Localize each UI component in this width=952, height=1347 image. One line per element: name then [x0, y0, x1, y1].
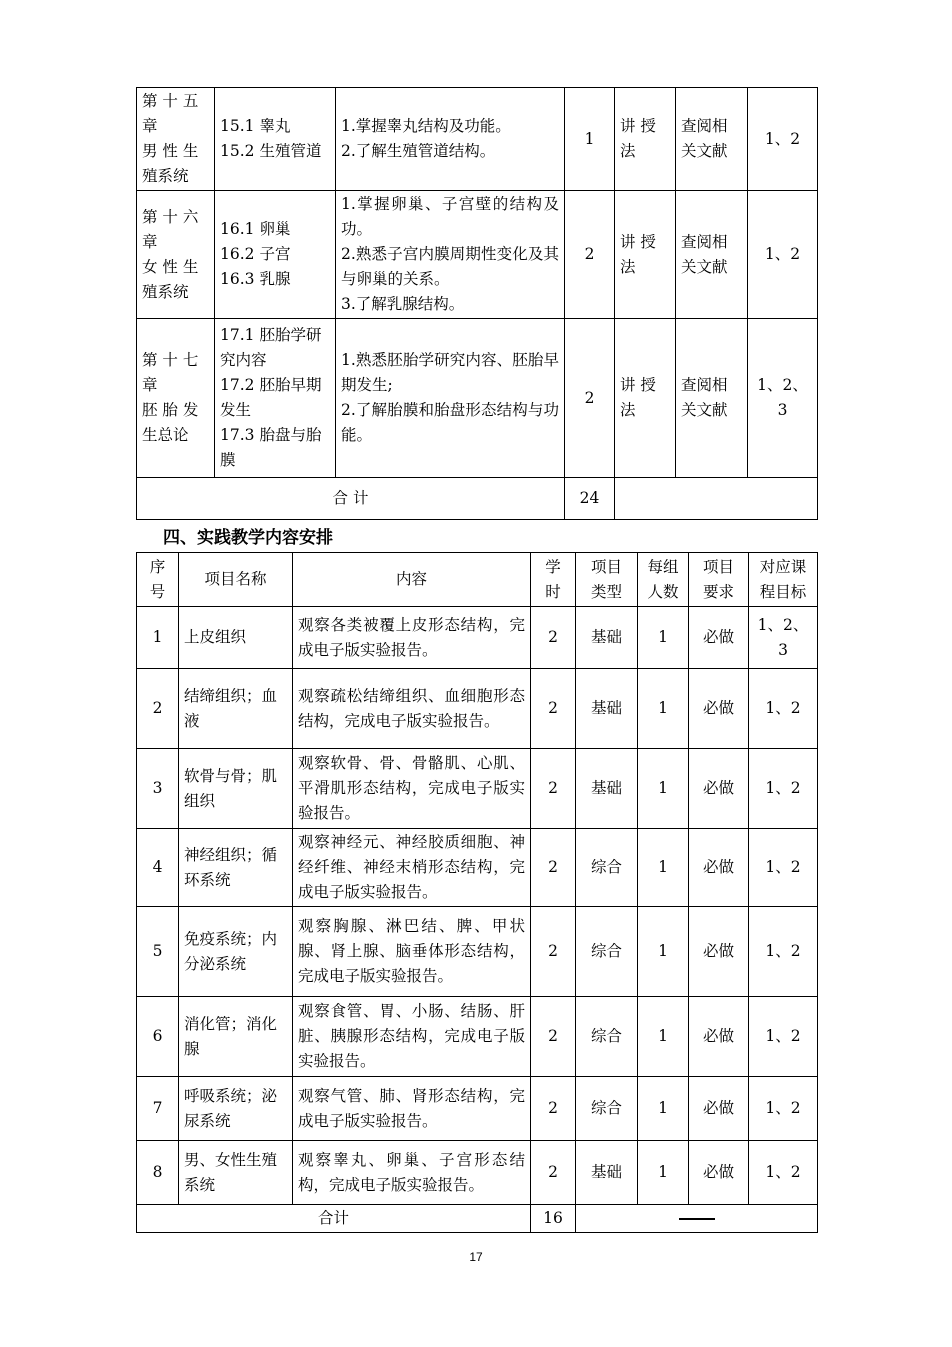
hours-cell: 2: [531, 997, 576, 1077]
total-label: 合 计: [137, 478, 565, 520]
total-dash: [576, 1205, 818, 1233]
hours-cell: 2: [531, 1077, 576, 1141]
header-row: [137, 553, 818, 607]
assignment-cell: 查阅相 关文献: [676, 191, 748, 319]
objective-cell: 1、2: [749, 1077, 818, 1141]
table-row: [137, 669, 818, 749]
hours-cell: 2: [531, 607, 576, 669]
method-cell: 讲 授 法: [615, 191, 676, 319]
table-row: [137, 829, 818, 907]
table-row: [137, 1141, 818, 1205]
objective-cell: 1、2: [749, 749, 818, 829]
header-name: 项目名称: [179, 553, 293, 607]
assignment-cell: 查阅相 关文献: [676, 88, 748, 191]
table-row: [137, 319, 818, 478]
content-cell: 观察神经元、神经胶质细胞、神经纤维、神经末梢形态结构，完成电子版实验报告。: [293, 829, 531, 907]
total-label: 合计: [137, 1205, 531, 1233]
header-requirement: 项目 要求: [689, 553, 749, 607]
page-number: 17: [469, 1250, 483, 1264]
no-cell: 3: [137, 749, 179, 829]
chapter-cell: 第 十 七 章 胚 胎 发 生总论: [137, 319, 215, 478]
hours-cell: 2: [531, 749, 576, 829]
chapter-cell: 第 十 五 章 男 性 生 殖系统: [137, 88, 215, 191]
no-cell: 2: [137, 669, 179, 749]
table-row: [137, 607, 818, 669]
header-hours: 学 时: [531, 553, 576, 607]
requirement-cell: 必做: [689, 997, 749, 1077]
total-row: [137, 478, 818, 520]
hours-cell: 2: [531, 907, 576, 997]
table-row: [137, 191, 818, 319]
method-cell: 讲 授 法: [615, 88, 676, 191]
table-row: [137, 907, 818, 997]
chapter-cell: 第 十 六 章 女 性 生 殖系统: [137, 191, 215, 319]
method-cell: 讲 授 法: [615, 319, 676, 478]
practice-table: [136, 552, 818, 1233]
name-cell: 结缔组织；血液: [179, 669, 293, 749]
no-cell: 5: [137, 907, 179, 997]
name-cell: 神经组织；循环系统: [179, 829, 293, 907]
requirement-cell: 必做: [689, 669, 749, 749]
name-cell: 上皮组织: [179, 607, 293, 669]
content-cell: 观察气管、肺、肾形态结构，完成电子版实验报告。: [293, 1077, 531, 1141]
dash-line: [679, 1218, 715, 1220]
theory-table: [136, 87, 818, 520]
table-row: [137, 749, 818, 829]
name-cell: 免疫系统；内分泌系统: [179, 907, 293, 997]
requirements-cell: 1.熟悉胚胎学研究内容、胚胎早期发生; 2.了解胎膜和胎盘形态结构与功能。: [336, 319, 565, 478]
hours-cell: 2: [565, 191, 615, 319]
objective-cell: 1、2: [749, 907, 818, 997]
objectives-cell: 1、2: [748, 88, 818, 191]
requirement-cell: 必做: [689, 829, 749, 907]
group-size-cell: 1: [638, 1141, 689, 1205]
requirement-cell: 必做: [689, 1077, 749, 1141]
section-heading: 四、实践教学内容安排: [163, 528, 333, 548]
name-cell: 软骨与骨；肌组织: [179, 749, 293, 829]
group-size-cell: 1: [638, 669, 689, 749]
name-cell: 呼吸系统；泌尿系统: [179, 1077, 293, 1141]
group-size-cell: 1: [638, 997, 689, 1077]
header-type: 项目 类型: [576, 553, 638, 607]
content-cell: 观察睾丸、卵巢、子宫形态结构，完成电子版实验报告。: [293, 1141, 531, 1205]
header-content: 内容: [293, 553, 531, 607]
content-cell: 观察疏松结缔组织、血细胞形态结构，完成电子版实验报告。: [293, 669, 531, 749]
group-size-cell: 1: [638, 607, 689, 669]
type-cell: 基础: [576, 1141, 638, 1205]
no-cell: 1: [137, 607, 179, 669]
name-cell: 男、女性生殖系统: [179, 1141, 293, 1205]
no-cell: 8: [137, 1141, 179, 1205]
hours-cell: 2: [531, 669, 576, 749]
objective-cell: 1、2、3: [749, 607, 818, 669]
hours-cell: 2: [565, 319, 615, 478]
group-size-cell: 1: [638, 1077, 689, 1141]
group-size-cell: 1: [638, 749, 689, 829]
requirement-cell: 必做: [689, 607, 749, 669]
type-cell: 综合: [576, 997, 638, 1077]
header-no: 序 号: [137, 553, 179, 607]
header-objective: 对应课 程目标: [749, 553, 818, 607]
no-cell: 6: [137, 997, 179, 1077]
content-cell: 观察软骨、骨、骨骼肌、心肌、平滑肌形态结构，完成电子版实验报告。: [293, 749, 531, 829]
objective-cell: 1、2: [749, 1141, 818, 1205]
sections-cell: 16.1 卵巢 16.2 子宫 16.3 乳腺: [215, 191, 336, 319]
type-cell: 基础: [576, 749, 638, 829]
objective-cell: 1、2: [749, 829, 818, 907]
requirements-cell: 1.掌握睾丸结构及功能。 2.了解生殖管道结构。: [336, 88, 565, 191]
requirement-cell: 必做: [689, 749, 749, 829]
group-size-cell: 1: [638, 829, 689, 907]
hours-cell: 2: [531, 1141, 576, 1205]
content-cell: 观察胸腺、淋巴结、脾、甲状腺、肾上腺、脑垂体形态结构，完成电子版实验报告。: [293, 907, 531, 997]
table-row: [137, 997, 818, 1077]
requirement-cell: 必做: [689, 1141, 749, 1205]
type-cell: 基础: [576, 607, 638, 669]
no-cell: 4: [137, 829, 179, 907]
requirement-cell: 必做: [689, 907, 749, 997]
objectives-cell: 1、2、3: [748, 319, 818, 478]
table-row: [137, 88, 818, 191]
header-group-size: 每组 人数: [638, 553, 689, 607]
group-size-cell: 1: [638, 907, 689, 997]
name-cell: 消化管；消化腺: [179, 997, 293, 1077]
type-cell: 基础: [576, 669, 638, 749]
type-cell: 综合: [576, 907, 638, 997]
total-row: [137, 1205, 818, 1233]
objective-cell: 1、2: [749, 997, 818, 1077]
sections-cell: 17.1 胚胎学研究内容 17.2 胚胎早期发生 17.3 胎盘与胎膜: [215, 319, 336, 478]
requirements-cell: 1.掌握卵巢、子宫壁的结构及功。 2.熟悉子宫内膜周期性变化及其与卵巢的关系。 3.了解乳腺结构。: [336, 191, 565, 319]
type-cell: 综合: [576, 829, 638, 907]
hours-cell: 1: [565, 88, 615, 191]
type-cell: 综合: [576, 1077, 638, 1141]
sections-cell: 15.1 睾丸 15.2 生殖管道: [215, 88, 336, 191]
hours-cell: 2: [531, 829, 576, 907]
total-hours: 24: [565, 478, 615, 520]
content-cell: 观察食管、胃、小肠、结肠、肝脏、胰腺形态结构，完成电子版实验报告。: [293, 997, 531, 1077]
objective-cell: 1、2: [749, 669, 818, 749]
total-hours: 16: [531, 1205, 576, 1233]
objectives-cell: 1、2: [748, 191, 818, 319]
no-cell: 7: [137, 1077, 179, 1141]
table-row: [137, 1077, 818, 1141]
assignment-cell: 查阅相 关文献: [676, 319, 748, 478]
content-cell: 观察各类被覆上皮形态结构，完成电子版实验报告。: [293, 607, 531, 669]
total-blank: [615, 478, 818, 520]
